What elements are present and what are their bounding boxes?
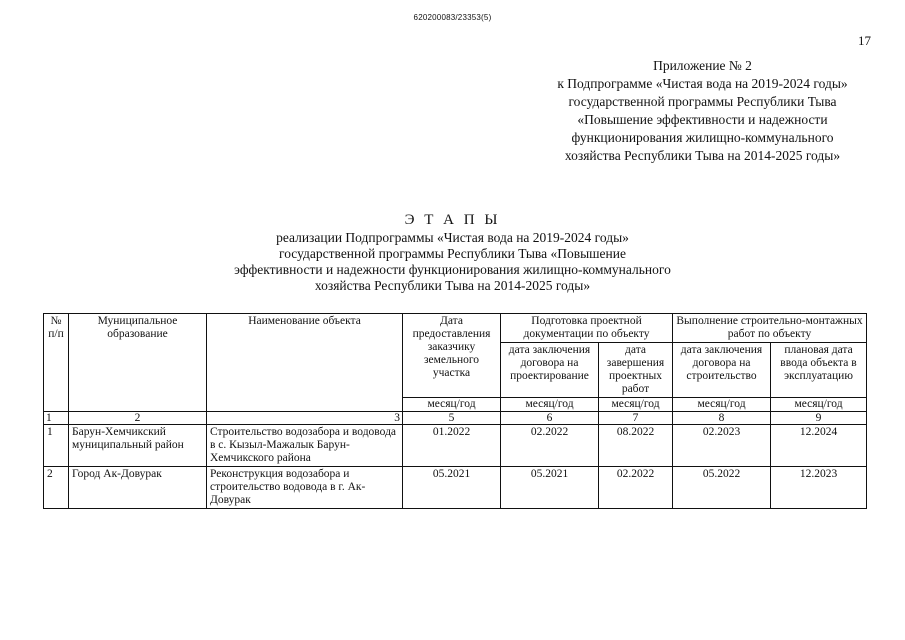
row-land-date: 05.2021 (403, 467, 501, 509)
document-code: 620200083/23353(5) (413, 13, 492, 22)
title-line: государственной программы Республики Тыва «Повышение (279, 246, 626, 261)
row-design-contract: 02.2022 (501, 425, 599, 467)
header-design-finish: дата завершения проектных работ (599, 343, 673, 398)
header-object: Наименование объекта (207, 314, 403, 412)
column-number: 3 (207, 412, 403, 425)
header-design-group: Подготовка проектной документации по объекту (501, 314, 673, 343)
column-number: 6 (501, 412, 599, 425)
row-object: Реконструкция водозабора и строительство водовода в г. Ак-Довурак (207, 467, 403, 509)
row-municipality: Город Ак-Довурак (69, 467, 207, 509)
unit-cell: месяц/год (501, 398, 599, 412)
row-land-date: 01.2022 (403, 425, 501, 467)
page-number: 17 (858, 33, 871, 48)
unit-cell: месяц/год (403, 398, 501, 412)
row-design-finish: 02.2022 (599, 467, 673, 509)
stages-table (43, 313, 867, 509)
appendix-line: функционирования жилищно-коммунального (571, 130, 834, 145)
appendix-line: государственной программы Республики Тыва (568, 94, 837, 109)
title-line: реализации Подпрограммы «Чистая вода на 2019-2024 годы» (276, 230, 629, 245)
appendix-header (500, 57, 905, 165)
table-row (44, 425, 867, 467)
column-number: 1 (44, 412, 69, 425)
appendix-line: Приложение № 2 (653, 58, 752, 73)
header-municipality: Муниципальное образование (69, 314, 207, 412)
unit-cell: месяц/год (673, 398, 771, 412)
appendix-line: «Повышение эффективности и надежности (577, 112, 828, 127)
column-number: 7 (599, 412, 673, 425)
column-number: 2 (69, 412, 207, 425)
row-num: 1 (44, 425, 69, 467)
row-municipality: Барун-Хемчикский муниципальный район (69, 425, 207, 467)
document-title (0, 210, 905, 294)
header-design-contract: дата заключения договора на проектирование (501, 343, 599, 398)
row-commissioning: 12.2023 (771, 467, 867, 509)
column-number-row (44, 412, 867, 425)
column-number: 9 (771, 412, 867, 425)
title-line: хозяйства Республики Тыва на 2014-2025 годы» (314, 278, 591, 293)
row-design-finish: 08.2022 (599, 425, 673, 467)
appendix-line: хозяйства Республики Тыва на 2014-2025 годы» (564, 148, 841, 163)
unit-cell: месяц/год (771, 398, 867, 412)
header-construction-contract: дата заключения договора на строительство (673, 343, 771, 398)
header-land-date: Дата предоставления заказчику земельного участка (403, 314, 501, 398)
column-number: 5 (403, 412, 501, 425)
table-row (44, 467, 867, 509)
header-commissioning: плановая дата ввода объекта в эксплуатацию (771, 343, 867, 398)
title-heading: Э Т А П Ы (404, 212, 501, 228)
column-number: 8 (673, 412, 771, 425)
unit-cell: месяц/год (599, 398, 673, 412)
header-construction-group: Выполнение строительно-монтажных работ по объекту (673, 314, 867, 343)
row-object: Строительство водозабора и водовода в с. Кызыл-Мажалык Барун-Хемчикского района (207, 425, 403, 467)
header-num: № п/п (44, 314, 69, 412)
row-design-contract: 05.2021 (501, 467, 599, 509)
appendix-line: к Подпрограмме «Чистая вода на 2019-2024 годы» (557, 76, 848, 91)
title-line: эффективности и надежности функционирования жилищно-коммунального (234, 262, 671, 277)
row-construction-contract: 02.2023 (673, 425, 771, 467)
row-commissioning: 12.2024 (771, 425, 867, 467)
row-num: 2 (44, 467, 69, 509)
row-construction-contract: 05.2022 (673, 467, 771, 509)
